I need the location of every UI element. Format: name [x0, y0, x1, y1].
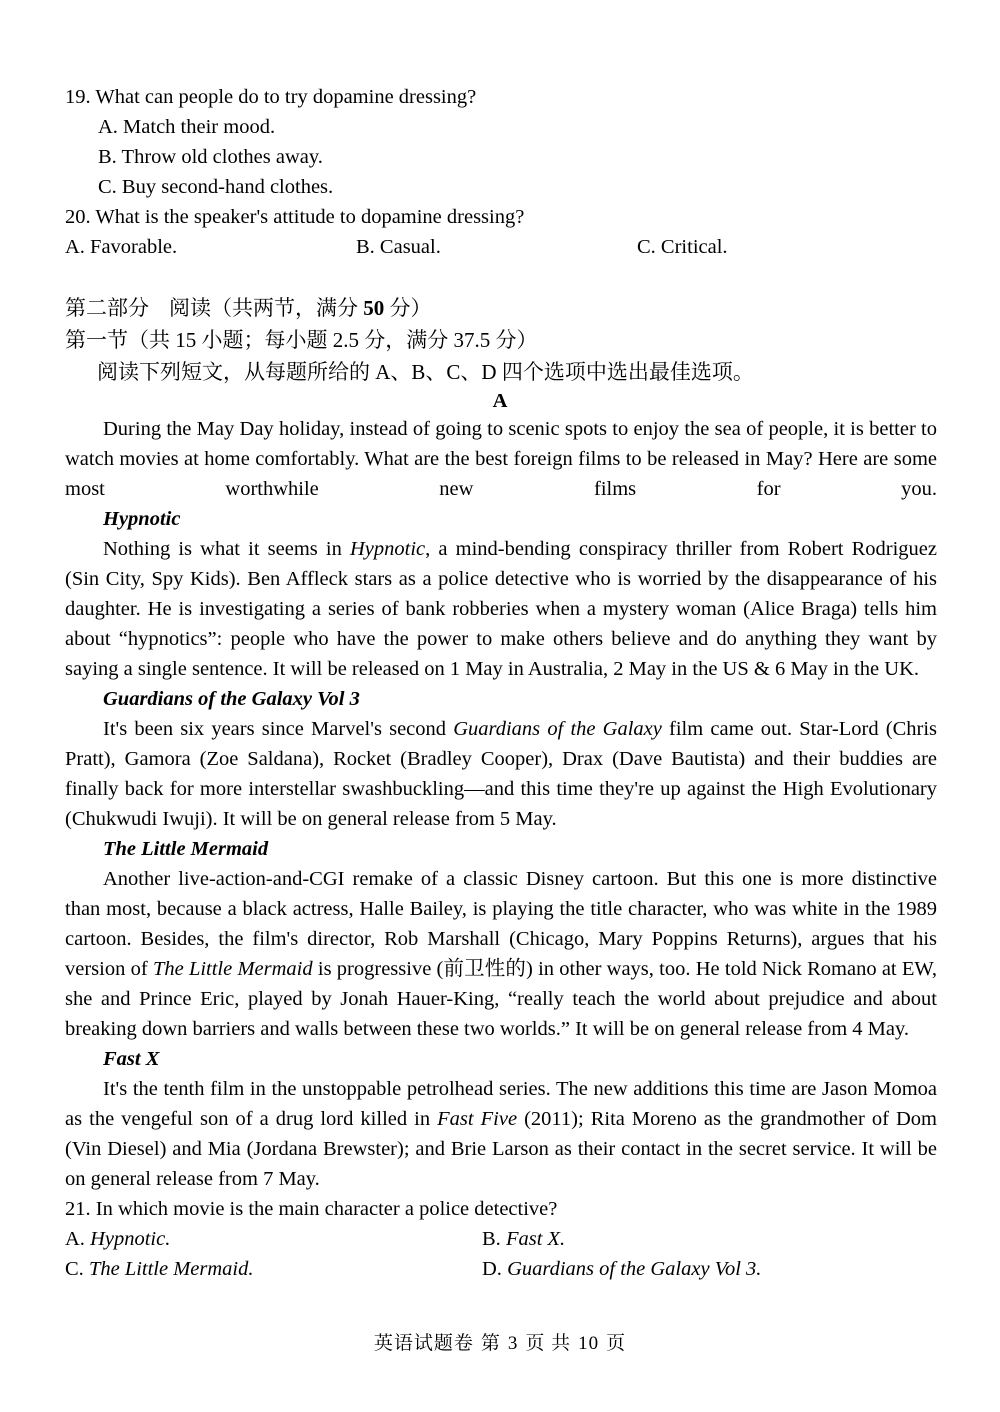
passage-letter-a: A — [492, 390, 508, 412]
film-body-hypnotic — [65, 534, 937, 684]
page-footer — [0, 1331, 1000, 1357]
question-20-stem: 20. What is the speaker's attitude to dopamine dressing? — [65, 206, 525, 228]
question-19-option-a[interactable]: A. Match their mood. — [98, 116, 276, 138]
question-20-option-b[interactable]: B. Casual. — [356, 236, 441, 258]
question-21-option-a-prefix: A. — [65, 1228, 91, 1250]
part-two-heading-main: 阅读（共两节，满分 — [169, 296, 364, 320]
question-19-stem: 19. What can people do to try dopamine dressing? — [65, 86, 477, 108]
film-title-little-mermaid: The Little Mermaid — [103, 838, 269, 860]
film-body-hypnotic-part1: Nothing is what it seems in — [103, 538, 350, 560]
film-title-hypnotic: Hypnotic — [103, 508, 181, 530]
footer-page-total: 10 — [578, 1333, 600, 1354]
question-20-option-a[interactable]: A. Favorable. — [65, 236, 178, 258]
footer-page-mid: 页 共 — [525, 1333, 572, 1354]
question-21-option-b-prefix: B. — [482, 1228, 506, 1250]
film-body-little-mermaid-part1: Another live-action-and-CGI remake of a classic Disney cartoon. But this one is more distinctive than most, because a black actress, Halle Bailey, is playing the title character, who was white in the 1989 cartoon. Besides, the film's director, Rob Marshall (Chicago, Mary Poppins Returns), argues that his version of — [65, 868, 937, 980]
section-one-heading: 第一节（共 15 小题；每小题 2.5 分，满分 37.5 分） — [65, 328, 538, 352]
question-21-option-d[interactable] — [482, 1254, 761, 1284]
section-spacer — [65, 262, 937, 292]
film-body-guardians-italic: Guardians of the Galaxy — [453, 718, 662, 740]
footer-page-suffix: 页 — [606, 1333, 627, 1354]
part-two-heading-label: 第二部分 — [65, 296, 149, 320]
question-21-option-c-prefix: C. — [65, 1258, 89, 1280]
passage-intro — [65, 414, 937, 504]
film-title-fast-x: Fast X — [103, 1048, 160, 1070]
part-two-heading — [65, 292, 937, 324]
film-body-fast-x-part1: It's the tenth film in the unstoppable petrolhead series. The new additions this time are Jason Momoa as the vengeful son of a drug lord killed in — [65, 1078, 937, 1130]
question-21-option-d-prefix: D. — [482, 1258, 508, 1280]
passage-intro-text: During the May Day holiday, instead of going to scenic spots to enjoy the sea of people, it is better to watch movies at home comfortably. What are the best foreign films to be released in May? Here are some most worthwhile new films for you. — [65, 418, 937, 500]
footer-page-number: 3 — [507, 1333, 519, 1354]
film-body-guardians-part1: It's been six years since Marvel's second — [103, 718, 454, 740]
question-21-option-a[interactable] — [65, 1224, 170, 1254]
question-21-option-a-title: Hypnotic. — [90, 1228, 171, 1250]
film-body-fast-x-italic: Fast Five — [437, 1108, 518, 1130]
question-21-option-c[interactable] — [65, 1254, 254, 1284]
film-body-guardians — [65, 714, 937, 834]
question-21-option-c-title: The Little Mermaid. — [88, 1258, 254, 1280]
question-19-option-c[interactable]: C. Buy second-hand clothes. — [98, 176, 334, 198]
film-title-guardians: Guardians of the Galaxy Vol 3 — [103, 688, 360, 710]
question-20-options — [65, 232, 937, 262]
section-one-instruction: 阅读下列短文，从每题所给的 A、B、C、D 四个选项中选出最佳选项。 — [97, 360, 754, 384]
part-two-heading-score: 50 — [363, 296, 385, 320]
film-body-hypnotic-italic: Hypnotic — [350, 538, 426, 560]
page-content — [65, 82, 937, 1284]
question-20-option-c[interactable]: C. Critical. — [637, 236, 728, 258]
question-21-option-b[interactable] — [482, 1224, 565, 1254]
film-body-fast-x — [65, 1074, 937, 1194]
question-21-option-b-title: Fast X. — [505, 1228, 566, 1250]
footer-page-prefix: 第 — [480, 1333, 501, 1354]
question-19-option-b[interactable]: B. Throw old clothes away. — [98, 146, 323, 168]
footer-label: 英语试题卷 — [373, 1333, 474, 1354]
part-two-heading-post: 分） — [384, 296, 432, 320]
question-21-option-d-title: Guardians of the Galaxy Vol 3. — [507, 1258, 762, 1280]
film-body-little-mermaid — [65, 864, 937, 1044]
question-21-stem: 21. In which movie is the main character a police detective? — [65, 1198, 558, 1220]
film-body-fast-x-part2: (2011); Rita Moreno as the grandmother of Dom (Vin Diesel) and Mia (Jordana Brewster); and Brie Larson as their contact in the secret service. It will be on general release from 7 May. — [65, 1108, 937, 1190]
film-body-little-mermaid-italic: The Little Mermaid — [152, 958, 313, 980]
question-21-options-row-2 — [65, 1254, 937, 1284]
film-body-little-mermaid-part2: is progressive (前卫性的) in other ways, too. He told Nick Romano at EW, she and Prince Eric, played by Jonah Hauer-King, “really teach the world about prejudice and about breaking down barriers and walls between these two worlds.” It will be on general release from 4 May. — [65, 958, 937, 1040]
film-body-hypnotic-part2: , a mind-bending conspiracy thriller from Robert Rodriguez (Sin City, Spy Kids). Ben Affleck stars as a police detective who is worried by the disappearance of his daughter. He is investigating a series of bank robberies when a mystery woman (Alice Braga) tells him about “hypnotics”: people who have the power to make others believe and do anything they want by saying a single sentence. It will be released on 1 May in Australia, 2 May in the US & 6 May in the UK. — [65, 538, 937, 680]
film-body-guardians-part2: film came out. Star-Lord (Chris Pratt), Gamora (Zoe Saldana), Rocket (Bradley Cooper), Drax (Dave Bautista) and their buddies are finally back for more interstellar swashbuckling—and this time they're up against the High Evolutionary (Chukwudi Iwuji). It will be on general release from 5 May. — [65, 718, 937, 830]
question-21-options-row-1 — [65, 1224, 937, 1254]
